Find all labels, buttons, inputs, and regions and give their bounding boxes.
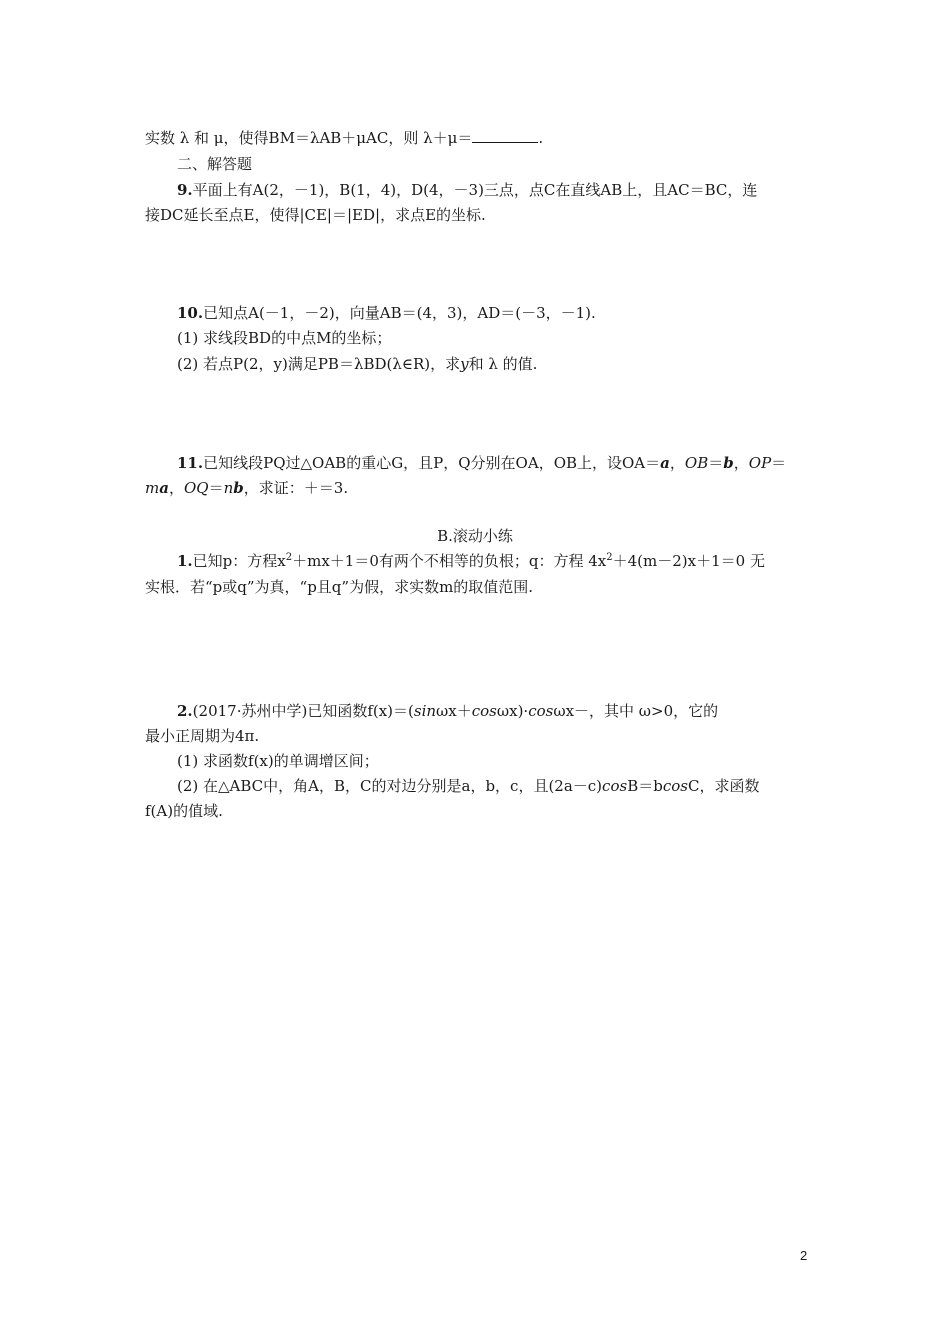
q9-text-1: 平面上有A(2，－1)，B(1，4)，D(4，－3)三点，点C在直线AB上，且AC＝BC，连 [192,181,758,199]
q8-period: . [538,129,544,147]
q11-var-m: m [145,479,160,497]
answer-blank [472,128,538,143]
b2-text-b: ωx＋ [436,702,472,720]
q11-eq: ＝ [771,454,787,472]
q11-var-n: n [223,479,234,497]
q10-number: 10. [177,304,204,322]
b1-number: 1. [177,552,193,570]
q11-eq: ＝ [708,454,724,472]
q11-vec-oq: OQ [183,479,209,497]
b2-line-2: 最小正周期为4π. [145,727,260,745]
b2-cos: cos [471,702,497,720]
b2-cos: cos [602,777,628,795]
b2-part-3: f(A)的值域. [145,802,223,820]
q11-vec-b: b [233,479,244,497]
b2-line-1 [177,701,718,721]
q11-vec-ob: OB [684,454,709,472]
q10-part-2-tail: 和 λ 的值. [468,355,538,373]
q10-var-y: y [460,355,469,373]
b2-cos: cos [662,777,688,795]
q10-part-2 [177,354,537,374]
b1-line-2: 实根．若“p或q”为真，“p且q”为假，求实数m的取值范围. [145,578,534,596]
q11-sep: ， [168,479,184,497]
b2-part-2-mid: B＝b [627,777,663,795]
b2-part-2 [177,776,759,796]
q10-text-1: 已知点A(－1，－2)，向量AB＝(4，3)，AD＝(－3，－1). [203,304,596,322]
b2-text-c: ωx)· [496,702,529,720]
b2-cos: cos [528,702,554,720]
b1-text-b: ＋mx＋1＝0有两个不相等的负根；q：方程 4x [292,552,607,570]
q10-part-2-text: (2) 若点P(2，y)满足PB＝λBD(λ∈R)，求 [177,355,461,373]
q8-tail-line [145,128,543,148]
page-number: 2 [800,1248,808,1263]
b2-sin: sin [413,702,437,720]
q11-vec-a: a [159,479,169,497]
q10-line-1 [177,303,596,323]
b2-text-a: (2017·苏州中学)已知函数f(x)＝( [192,702,414,720]
q11-line-1 [177,453,786,473]
q9-number: 9. [177,181,193,199]
q11-number: 11. [177,454,204,472]
q11-vec-op: OP [748,454,772,472]
b2-part-2-text: (2) 在△ABC中，角A，B，C的对边分别是a，b，c，且(2a－c) [177,777,603,795]
q11-sep: ， [733,454,749,472]
q11-eq: ＝ [208,479,224,497]
q11-line-2 [145,478,348,498]
b2-part-2-tail: C，求函数 [687,777,760,795]
b2-part-1: (1) 求函数f(x)的单调增区间； [177,752,379,770]
q11-vec-a: a [660,454,670,472]
q10-part-1: (1) 求线段BD的中点M的坐标； [177,329,392,347]
b1-superscript: 2 [606,552,613,563]
q11-text-1: 已知线段PQ过△OAB的重心G，且P，Q分别在OA，OB上，设OA＝ [203,454,661,472]
b2-number: 2. [177,702,193,720]
q11-tail: ，求证：＋＝3. [243,479,349,497]
section-heading-b: B.滚动小练 [437,527,513,545]
b1-text-a: 已知p：方程x [192,552,286,570]
b2-text-d: ωx－，其中 ω>0，它的 [553,702,719,720]
q11-sep: ， [669,454,685,472]
q9-line-2: 接DC延长至点E，使得|CE|＝|ED|，求点E的坐标. [145,206,486,224]
b1-superscript: 2 [285,552,293,563]
b1-text-c: ＋4(m－2)x＋1＝0 无 [612,552,765,570]
section-heading-2: 二、解答题 [177,155,253,173]
q11-vec-b: b [723,454,734,472]
q8-text: 实数 λ 和 μ，使得BM＝λAB＋μAC，则 λ＋μ＝ [145,129,473,147]
b1-line-1 [177,551,765,571]
q9-line-1 [177,180,757,200]
